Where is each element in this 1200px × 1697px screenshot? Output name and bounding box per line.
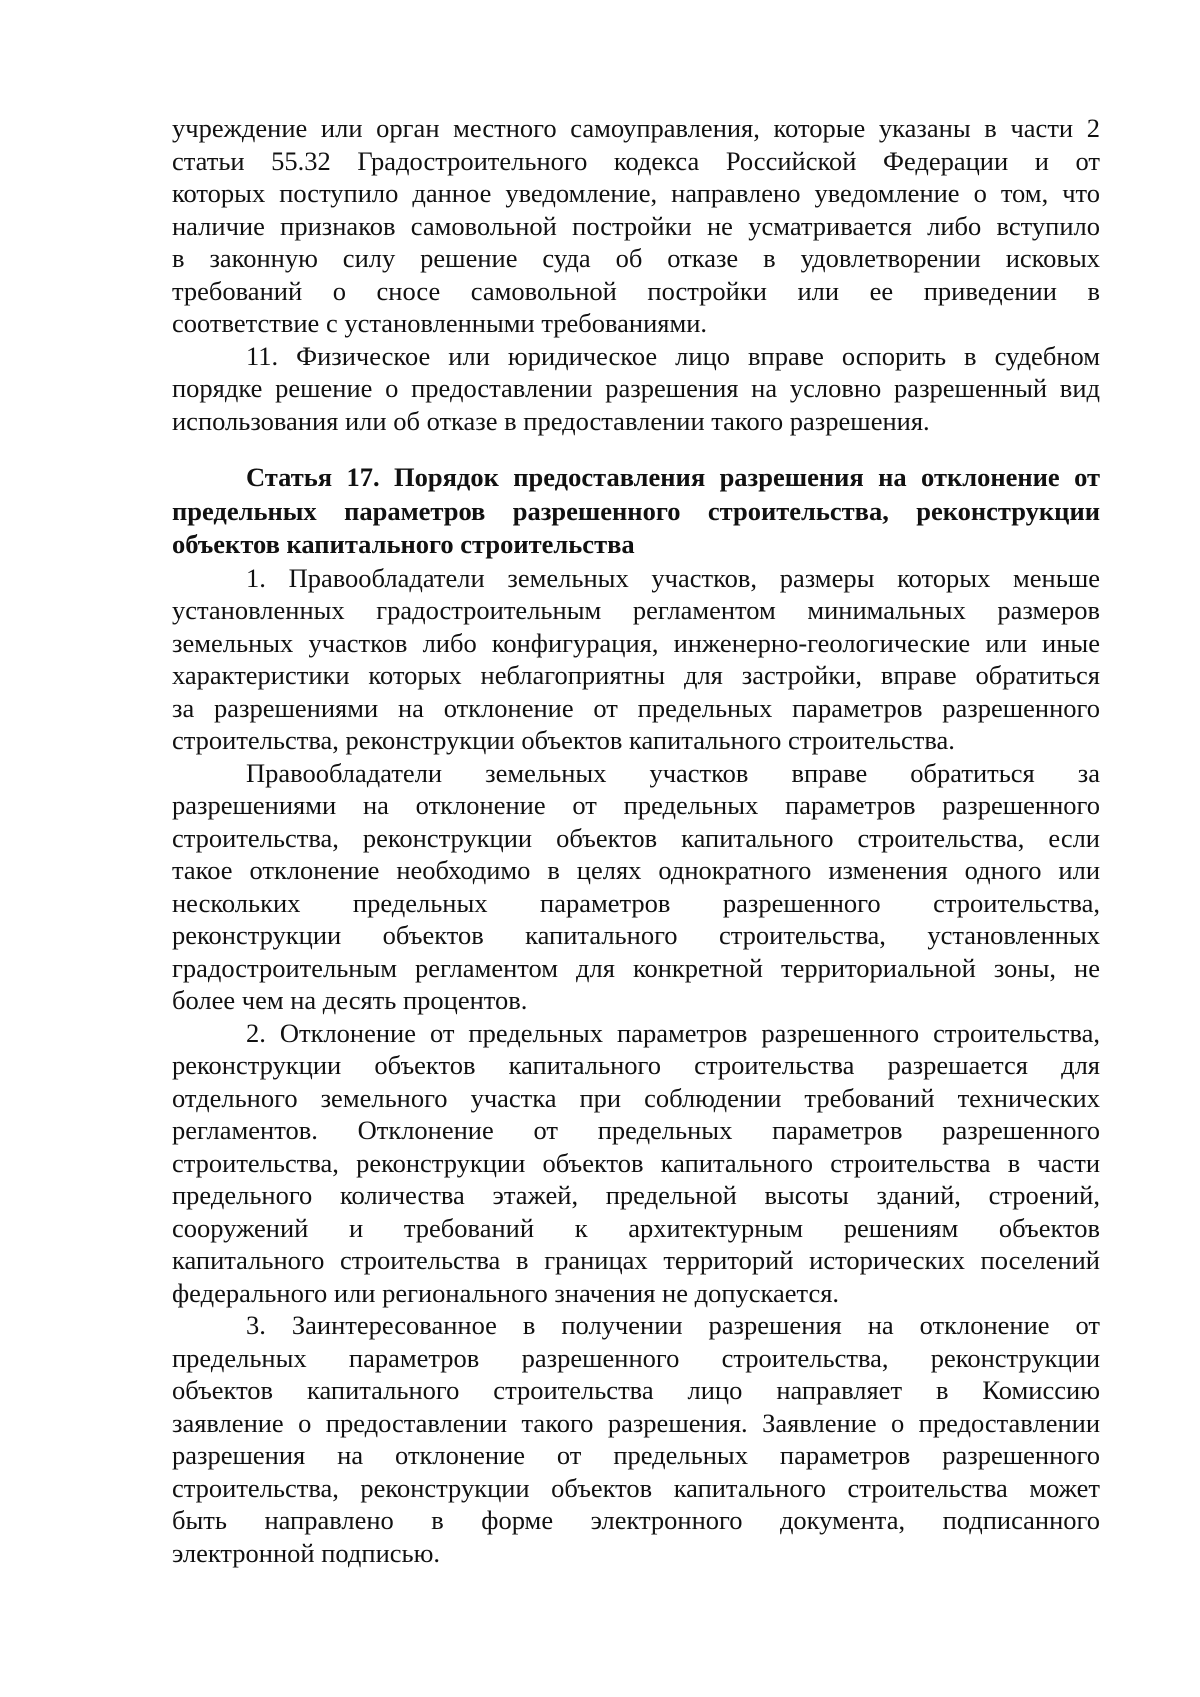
text-line: в законную силу решение суда об отказе в удовлетворении исковых	[172, 243, 1100, 273]
text-line: 2. Отклонение от предельных параметров разрешенного строительства,	[246, 1017, 1100, 1048]
text-line: учреждение или орган местного самоуправления, которые указаны в части 2	[172, 113, 1100, 143]
text-line: требований о сносе самовольной постройки или ее приведении в	[172, 275, 1100, 306]
text-line: реконструкции объектов капитального строительства разрешается для	[172, 1050, 1100, 1080]
text-line: строительства, реконструкции объектов капитального строительства.	[172, 725, 955, 755]
text-line: федерального или регионального значения не допускается.	[172, 1277, 840, 1308]
paragraph-item-3	[172, 1309, 1100, 1569]
heading-line: объектов капитального строительства	[172, 529, 635, 559]
text-line: разрешения на отклонение от предельных параметров разрешенного	[172, 1440, 1100, 1470]
text-line: заявление о предоставлении такого разрешения. Заявление о предоставлении	[172, 1407, 1100, 1438]
text-line: реконструкции объектов капитального строительства, установленных	[172, 920, 1100, 950]
text-line: порядке решение о предоставлении разрешения на условно разрешенный вид	[172, 373, 1100, 403]
text-line: установленных градостроительным регламентом минимальных размеров	[172, 595, 1100, 625]
text-line: земельных участков либо конфигурация, инженерно-геологические или иные	[172, 627, 1100, 658]
text-line: которых поступило данное уведомление, направлено уведомление о том, что	[172, 178, 1100, 208]
text-line: Правообладатели земельных участков вправе обратиться за	[246, 757, 1100, 788]
text-line: такое отклонение необходимо в целях однократного изменения одного или	[172, 855, 1100, 885]
text-line: за разрешениями на отклонение от предельных параметров разрешенного	[172, 692, 1100, 723]
heading-line: Статья 17. Порядок предоставления разрешения на отклонение от	[246, 462, 1100, 492]
text-line: наличие признаков самовольной постройки не усматривается либо вступило	[172, 210, 1100, 241]
paragraph-item-1	[172, 562, 1100, 757]
paragraph-item-11	[172, 340, 1100, 438]
text-line: нескольких предельных параметров разрешенного строительства,	[172, 887, 1100, 918]
text-line: быть направлено в форме электронного документа, подписанного	[172, 1505, 1100, 1535]
text-line: 11. Физическое или юридическое лицо вправе оспорить в судебном	[246, 340, 1100, 371]
article-heading	[172, 461, 1100, 562]
text-line: 1. Правообладатели земельных участков, размеры которых меньше	[246, 562, 1100, 593]
text-line: строительства, реконструкции объектов капитального строительства может	[172, 1472, 1100, 1503]
text-line: предельных параметров разрешенного строительства, реконструкции	[172, 1342, 1100, 1373]
text-line: регламентов. Отклонение от предельных параметров разрешенного	[172, 1115, 1100, 1145]
text-line: капитального строительства в границах территорий исторических поселений	[172, 1245, 1100, 1275]
paragraph-item-2	[172, 1017, 1100, 1310]
document-page	[172, 112, 1100, 1569]
text-line: строительства, реконструкции объектов капитального строительства в части	[172, 1147, 1100, 1178]
text-line: электронной подписью.	[172, 1537, 441, 1568]
heading-line: предельных параметров разрешенного строительства, реконструкции	[172, 495, 1100, 526]
text-line: отдельного земельного участка при соблюдении требований технических	[172, 1082, 1100, 1113]
text-line: использования или об отказе в предоставлении такого разрешения.	[172, 405, 930, 436]
text-line: статьи 55.32 Градостроительного кодекса Российской Федерации и от	[172, 145, 1100, 176]
paragraph-continuation	[172, 112, 1100, 340]
text-line: 3. Заинтересованное в получении разрешения на отклонение от	[246, 1310, 1100, 1340]
text-line: более чем на десять процентов.	[172, 985, 528, 1015]
text-line: градостроительным регламентом для конкретной территориальной зоны, не	[172, 952, 1100, 983]
text-line: соответствие с установленными требованиями.	[172, 308, 708, 338]
text-line: сооружений и требований к архитектурным решениям объектов	[172, 1212, 1100, 1243]
text-line: характеристики которых неблагоприятны для застройки, вправе обратиться	[172, 660, 1100, 690]
text-line: объектов капитального строительства лицо направляет в Комиссию	[172, 1375, 1100, 1405]
text-line: предельного количества этажей, предельной высоты зданий, строений,	[172, 1180, 1100, 1210]
paragraph-item-1-second	[172, 757, 1100, 1017]
text-line: строительства, реконструкции объектов капитального строительства, если	[172, 822, 1100, 853]
text-line: разрешениями на отклонение от предельных параметров разрешенного	[172, 790, 1100, 820]
